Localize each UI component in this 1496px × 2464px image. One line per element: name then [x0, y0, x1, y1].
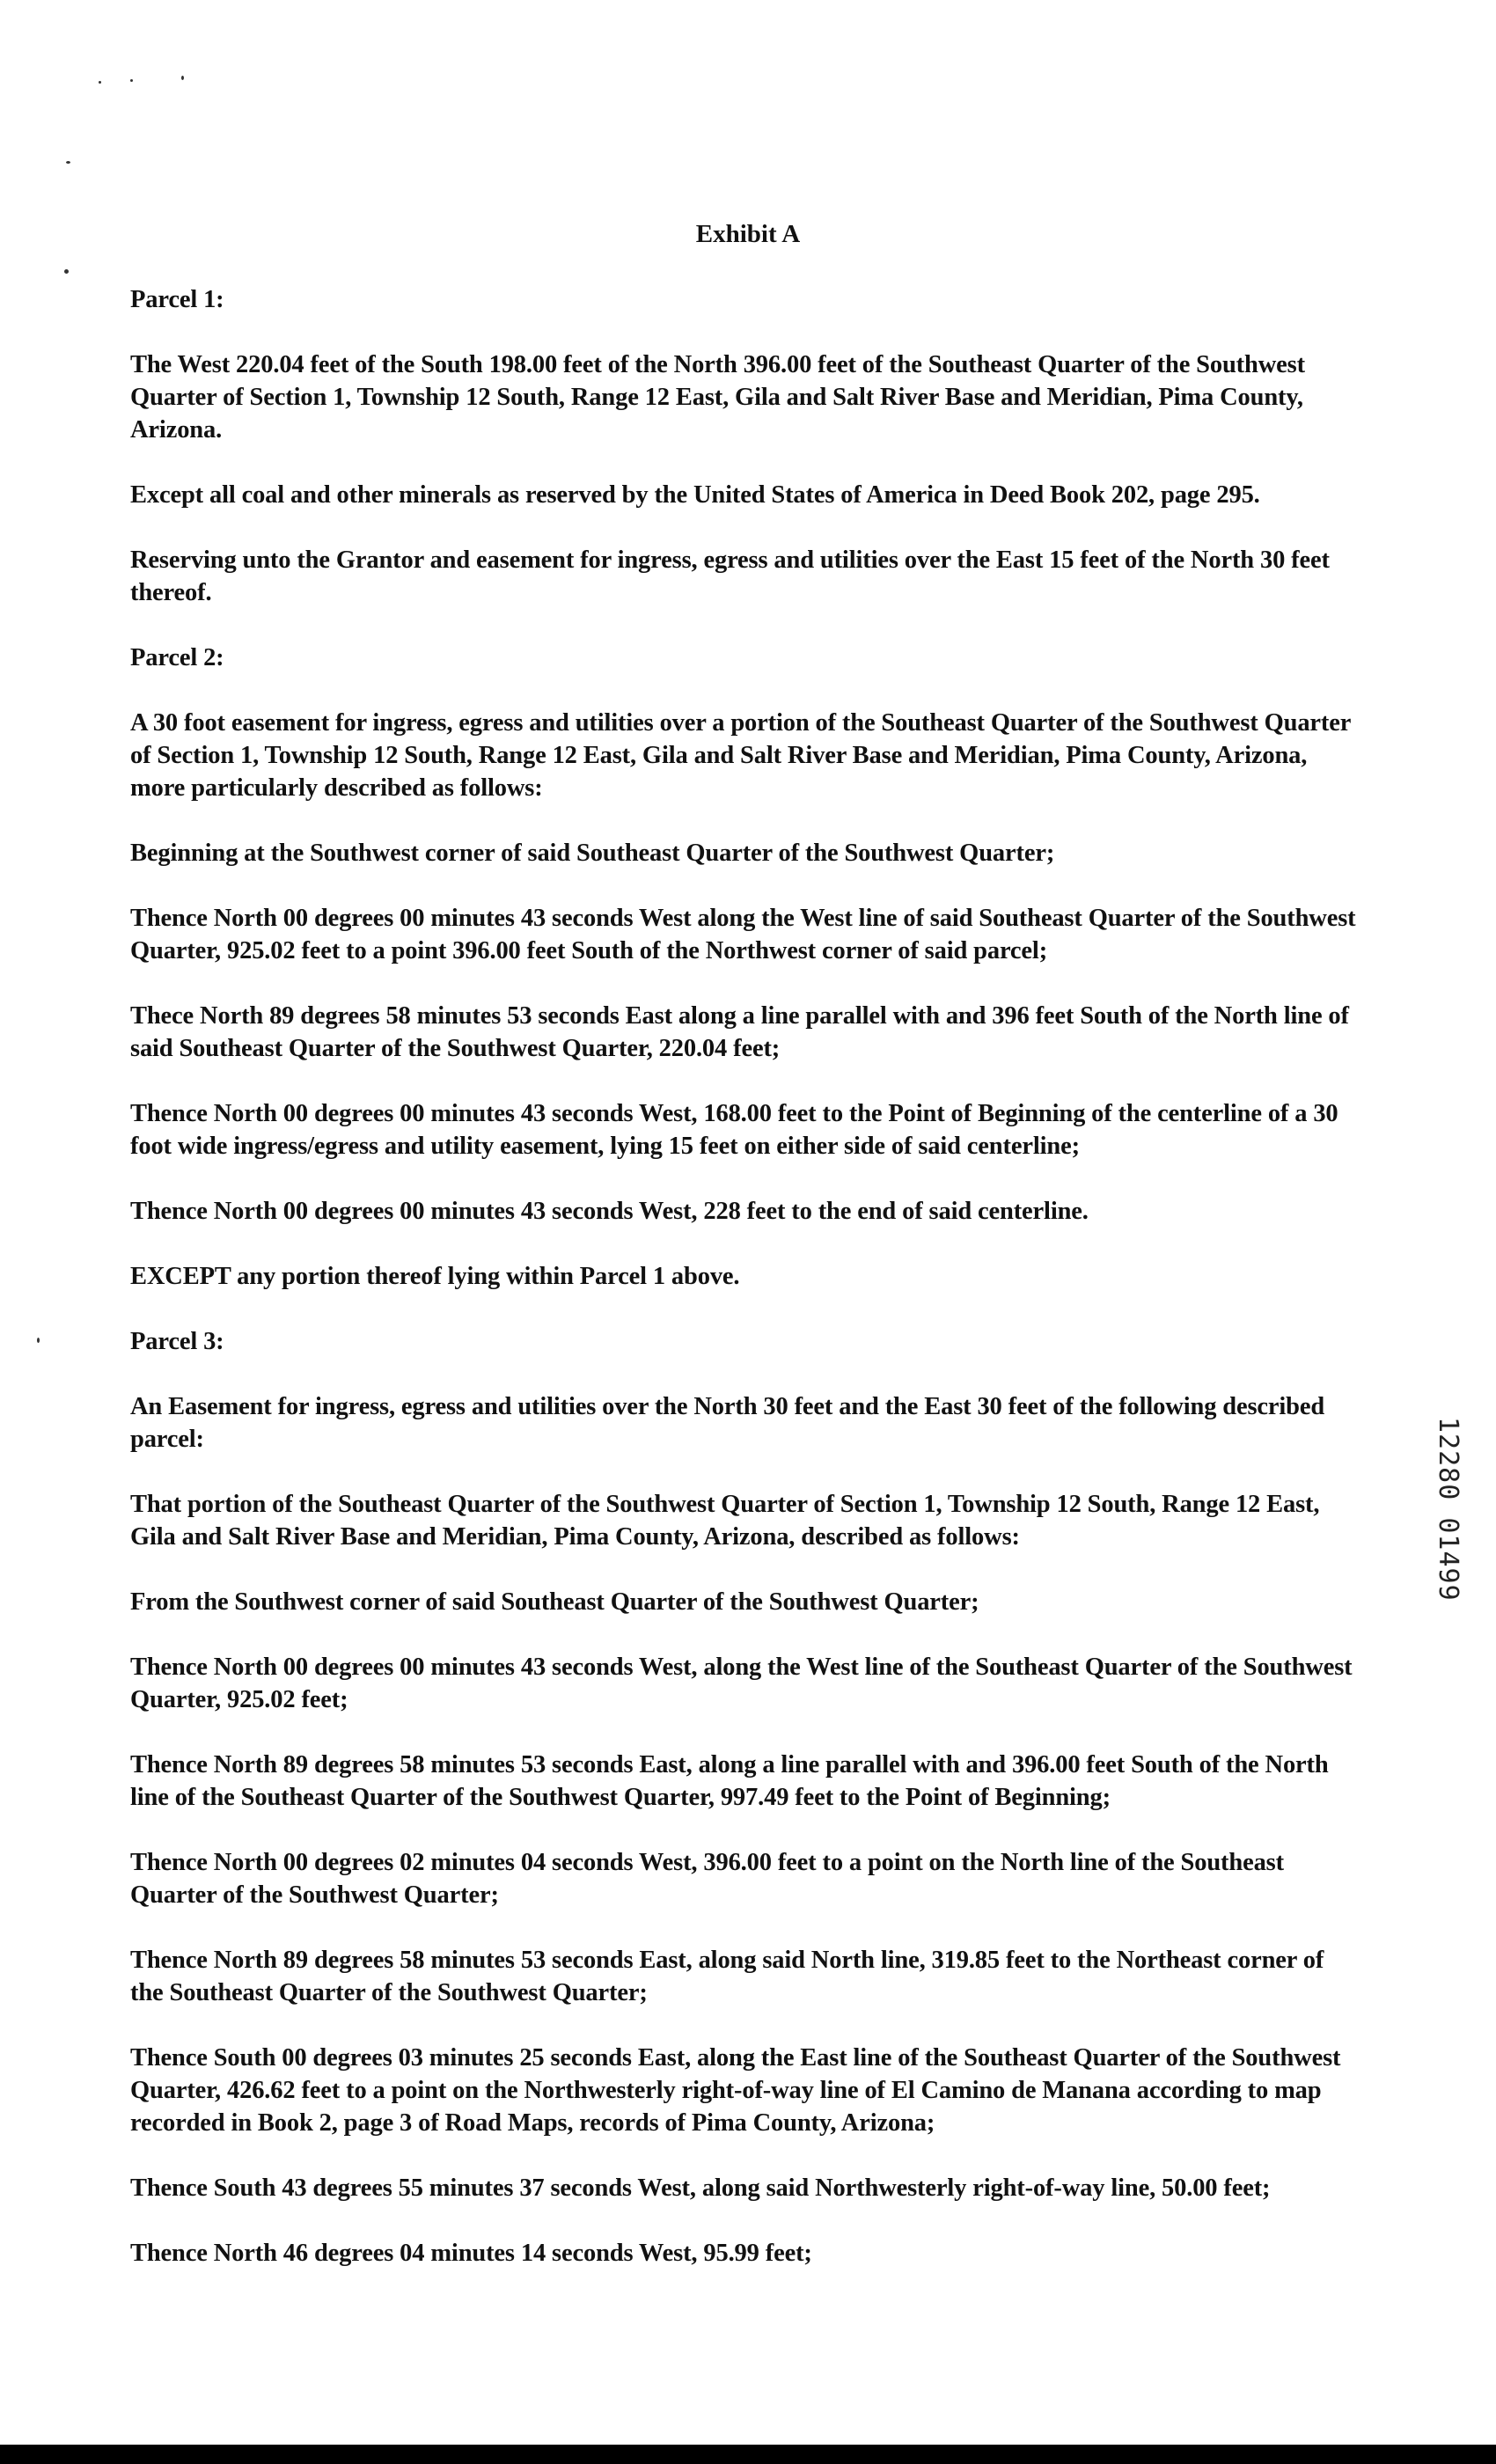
paragraph: Thence North 00 degrees 00 minutes 43 seconds West, along the West line of the Southeast Quarter of the Southwest Quarter, 925.02 feet;	[130, 1654, 1353, 1713]
paragraph: Beginning at the Southwest corner of said Southeast Quarter of the Southwest Quarter;	[130, 840, 1055, 867]
paragraph: Thence North 00 degrees 00 minutes 43 seconds West along the West line of said Southeast Quarter of the Southwest Quarter, 925.02 feet to a point 396.00 feet South of the Northwest corner of said parcel;	[130, 905, 1356, 964]
scan-speck	[66, 161, 70, 164]
paragraph: A 30 foot easement for ingress, egress and utilities over a portion of the Southeast Quarter of the Southwest Quarter of Section 1, Township 12 South, Range 12 East, Gila and Salt River Base and Meridian, Pima County, Arizona, more particularly described as follows:	[130, 709, 1351, 802]
paragraph: Thence North 00 degrees 00 minutes 43 seconds West, 168.00 feet to the Point of Beginning of the centerline of a 30 foot wide ingress/egress and utility easement, lying 15 feet on either side of said centerline;	[130, 1100, 1338, 1160]
scan-speck	[181, 76, 184, 80]
paragraph: Thence North 00 degrees 00 minutes 43 seconds West, 228 feet to the end of said centerline.	[130, 1198, 1089, 1225]
paragraph: Parcel 3:	[130, 1328, 224, 1355]
scan-speck	[64, 269, 69, 274]
paragraph: Parcel 1:	[130, 286, 224, 313]
paragraph: Thence North 46 degrees 04 minutes 14 seconds West, 95.99 feet;	[130, 2240, 812, 2267]
paragraph: Thence North 89 degrees 58 minutes 53 seconds East, along said North line, 319.85 feet to the Northeast corner of the Southeast Quarter of the Southwest Quarter;	[130, 1947, 1324, 2006]
scan-speck	[99, 81, 101, 84]
paragraph: Reserving unto the Grantor and easement for ingress, egress and utilities over the East 15 feet of the North 30 feet thereof.	[130, 546, 1330, 606]
margin-stamp: 12280 01499	[1433, 1417, 1463, 1602]
paragraph: That portion of the Southeast Quarter of the Southwest Quarter of Section 1, Township 12 South, Range 12 East, Gila and Salt River Base and Meridian, Pima County, Arizona, described as follows:	[130, 1491, 1320, 1551]
paragraph: EXCEPT any portion thereof lying within Parcel 1 above.	[130, 1263, 740, 1290]
paragraph: An Easement for ingress, egress and utilities over the North 30 feet and the East 30 feet of the following described parcel:	[130, 1393, 1325, 1453]
paragraph: Thece North 89 degrees 58 minutes 53 seconds East along a line parallel with and 396 feet South of the North line of said Southeast Quarter of the Southwest Quarter, 220.04 feet;	[130, 1002, 1349, 1062]
paragraph: Thence South 43 degrees 55 minutes 37 seconds West, along said Northwesterly right-of-way line, 50.00 feet;	[130, 2174, 1271, 2202]
paragraph: From the Southwest corner of said Southeast Quarter of the Southwest Quarter;	[130, 1588, 979, 1616]
paragraph: Thence North 89 degrees 58 minutes 53 seconds East, along a line parallel with and 396.00 feet South of the North line of the Southeast Quarter of the Southwest Quarter, 997.49 feet to the Point of Beginning;	[130, 1751, 1329, 1811]
scan-speck	[130, 79, 133, 82]
paragraph: Thence North 00 degrees 02 minutes 04 seconds West, 396.00 feet to a point on the North line of the Southeast Quarter of the Southwest Quarter;	[130, 1849, 1284, 1909]
paragraph: Thence South 00 degrees 03 minutes 25 seconds East, along the East line of the Southeast Quarter of the Southwest Quarter, 426.62 feet to a point on the Northwesterly right-of-way line of El Camino de Manana according to map recorded in Book 2, page 3 of Road Maps, records of Pima County, Arizona;	[130, 2044, 1341, 2137]
paragraph: Parcel 2:	[130, 644, 224, 671]
scan-bottom-edge	[0, 2445, 1496, 2464]
paragraph: The West 220.04 feet of the South 198.00 feet of the North 396.00 feet of the Southeast Quarter of the Southwest Quarter of Section 1, Township 12 South, Range 12 East, Gila and Salt River Base and Meridian, Pima County, Arizona.	[130, 351, 1305, 444]
page-title: Exhibit A	[695, 220, 801, 248]
scan-speck	[37, 1338, 40, 1343]
document-body	[130, 283, 1362, 2302]
paragraph: Except all coal and other minerals as reserved by the United States of America in Deed Book 202, page 295.	[130, 481, 1260, 509]
